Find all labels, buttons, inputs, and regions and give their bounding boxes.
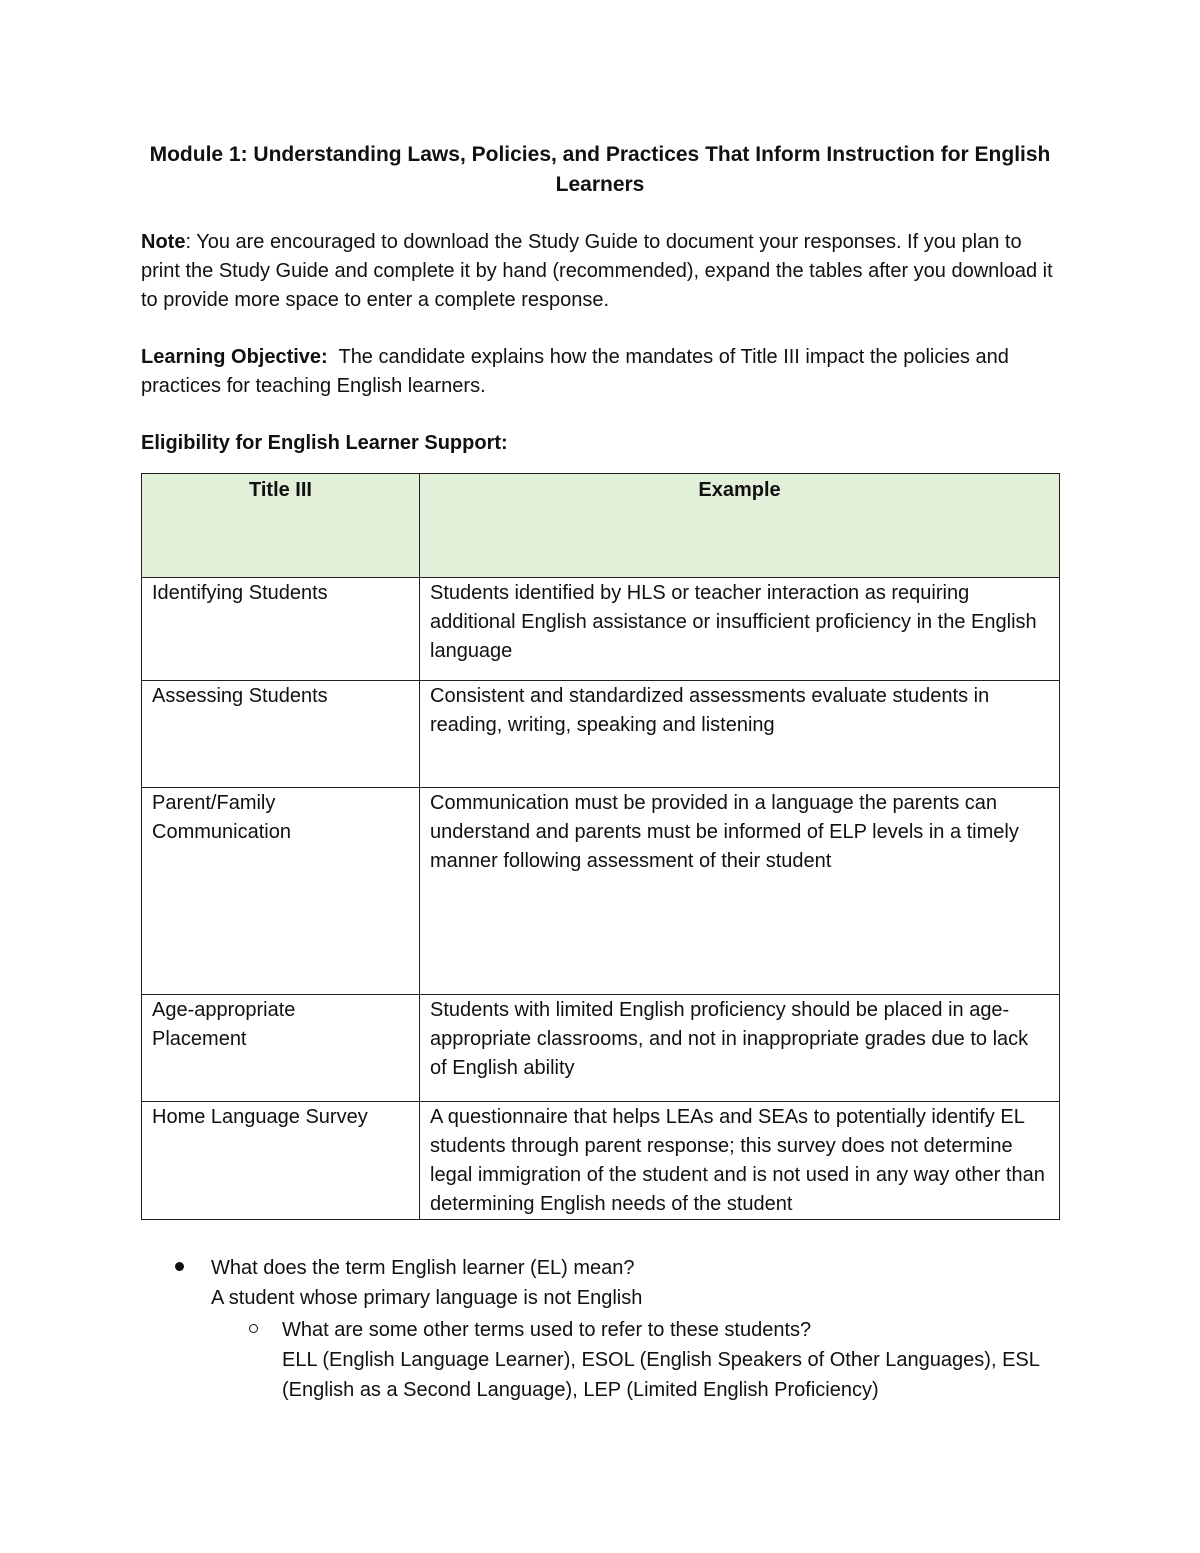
- note-text: : You are encouraged to download the Study Guide to document your responses. If you plan to print the Study Guide and complete it by hand (recommended), expand the tables after you download it to provide more space to enter a complete response.: [141, 231, 1053, 311]
- column-header-title-iii: Title III: [142, 474, 420, 578]
- learning-objective-label: Learning Objective:: [141, 346, 328, 368]
- table-row: [142, 788, 1060, 995]
- learning-objective-paragraph: [141, 343, 1059, 401]
- row-title-cell: Identifying Students: [142, 578, 420, 681]
- list-item: [141, 1315, 1059, 1405]
- answer-text: A student whose primary language is not English: [211, 1287, 643, 1309]
- row-example-cell: Consistent and standardized assessments evaluate students in reading, writing, speaking and listening: [420, 681, 1060, 788]
- hollow-bullet-icon: [249, 1324, 258, 1333]
- table-row: [142, 578, 1060, 681]
- table-header-row: [142, 474, 1060, 578]
- column-header-example: Example: [420, 474, 1060, 578]
- row-title-cell: Home Language Survey: [142, 1102, 420, 1220]
- table-row: [142, 681, 1060, 788]
- table-row: [142, 995, 1060, 1102]
- note-label: Note: [141, 231, 186, 253]
- title-line-1: Module 1: Understanding Laws, Policies, and Practices That Inform Instruction for English: [149, 143, 1051, 166]
- row-example-cell: Communication must be provided in a language the parents can understand and parents must be informed of ELP levels in a timely manner following assessment of their student: [420, 788, 1060, 995]
- row-title-cell: Age-appropriate Placement: [142, 995, 420, 1102]
- answer-text: ELL (English Language Learner), ESOL (English Speakers of Other Languages), ESL (English as a Second Language), LEP (Limited English Proficiency): [282, 1349, 1040, 1401]
- learning-objective-text: The candidate explains how the mandates of Title III impact the policies and practices for teaching English learners.: [141, 346, 1015, 397]
- row-title-cell: Parent/Family Communication: [142, 788, 420, 995]
- title-line-2: Learners: [555, 173, 645, 196]
- row-example-cell: Students with limited English proficiency should be placed in age-appropriate classrooms, and not in inappropriate grades due to lack of English ability: [420, 995, 1060, 1102]
- list-item: [141, 1253, 1059, 1313]
- row-title-cell: Assessing Students: [142, 681, 420, 788]
- bullet-icon: [175, 1262, 184, 1271]
- eligibility-table: [141, 473, 1060, 1220]
- question-text: What does the term English learner (EL) mean?: [211, 1257, 635, 1279]
- section-heading: Eligibility for English Learner Support:: [141, 432, 508, 454]
- row-example-cell: Students identified by HLS or teacher interaction as requiring additional English assistance or insufficient proficiency in the English language: [420, 578, 1060, 681]
- table-row: [142, 1102, 1060, 1220]
- row-example-cell: A questionnaire that helps LEAs and SEAs to potentially identify EL students through parent response; this survey does not determine legal immigration of the student and is not used in any way other than determining English needs of the student: [420, 1102, 1060, 1220]
- question-list: [141, 1253, 1059, 1405]
- question-text: What are some other terms used to refer to these students?: [282, 1319, 812, 1341]
- document-title: [141, 140, 1059, 200]
- note-paragraph: [141, 228, 1059, 315]
